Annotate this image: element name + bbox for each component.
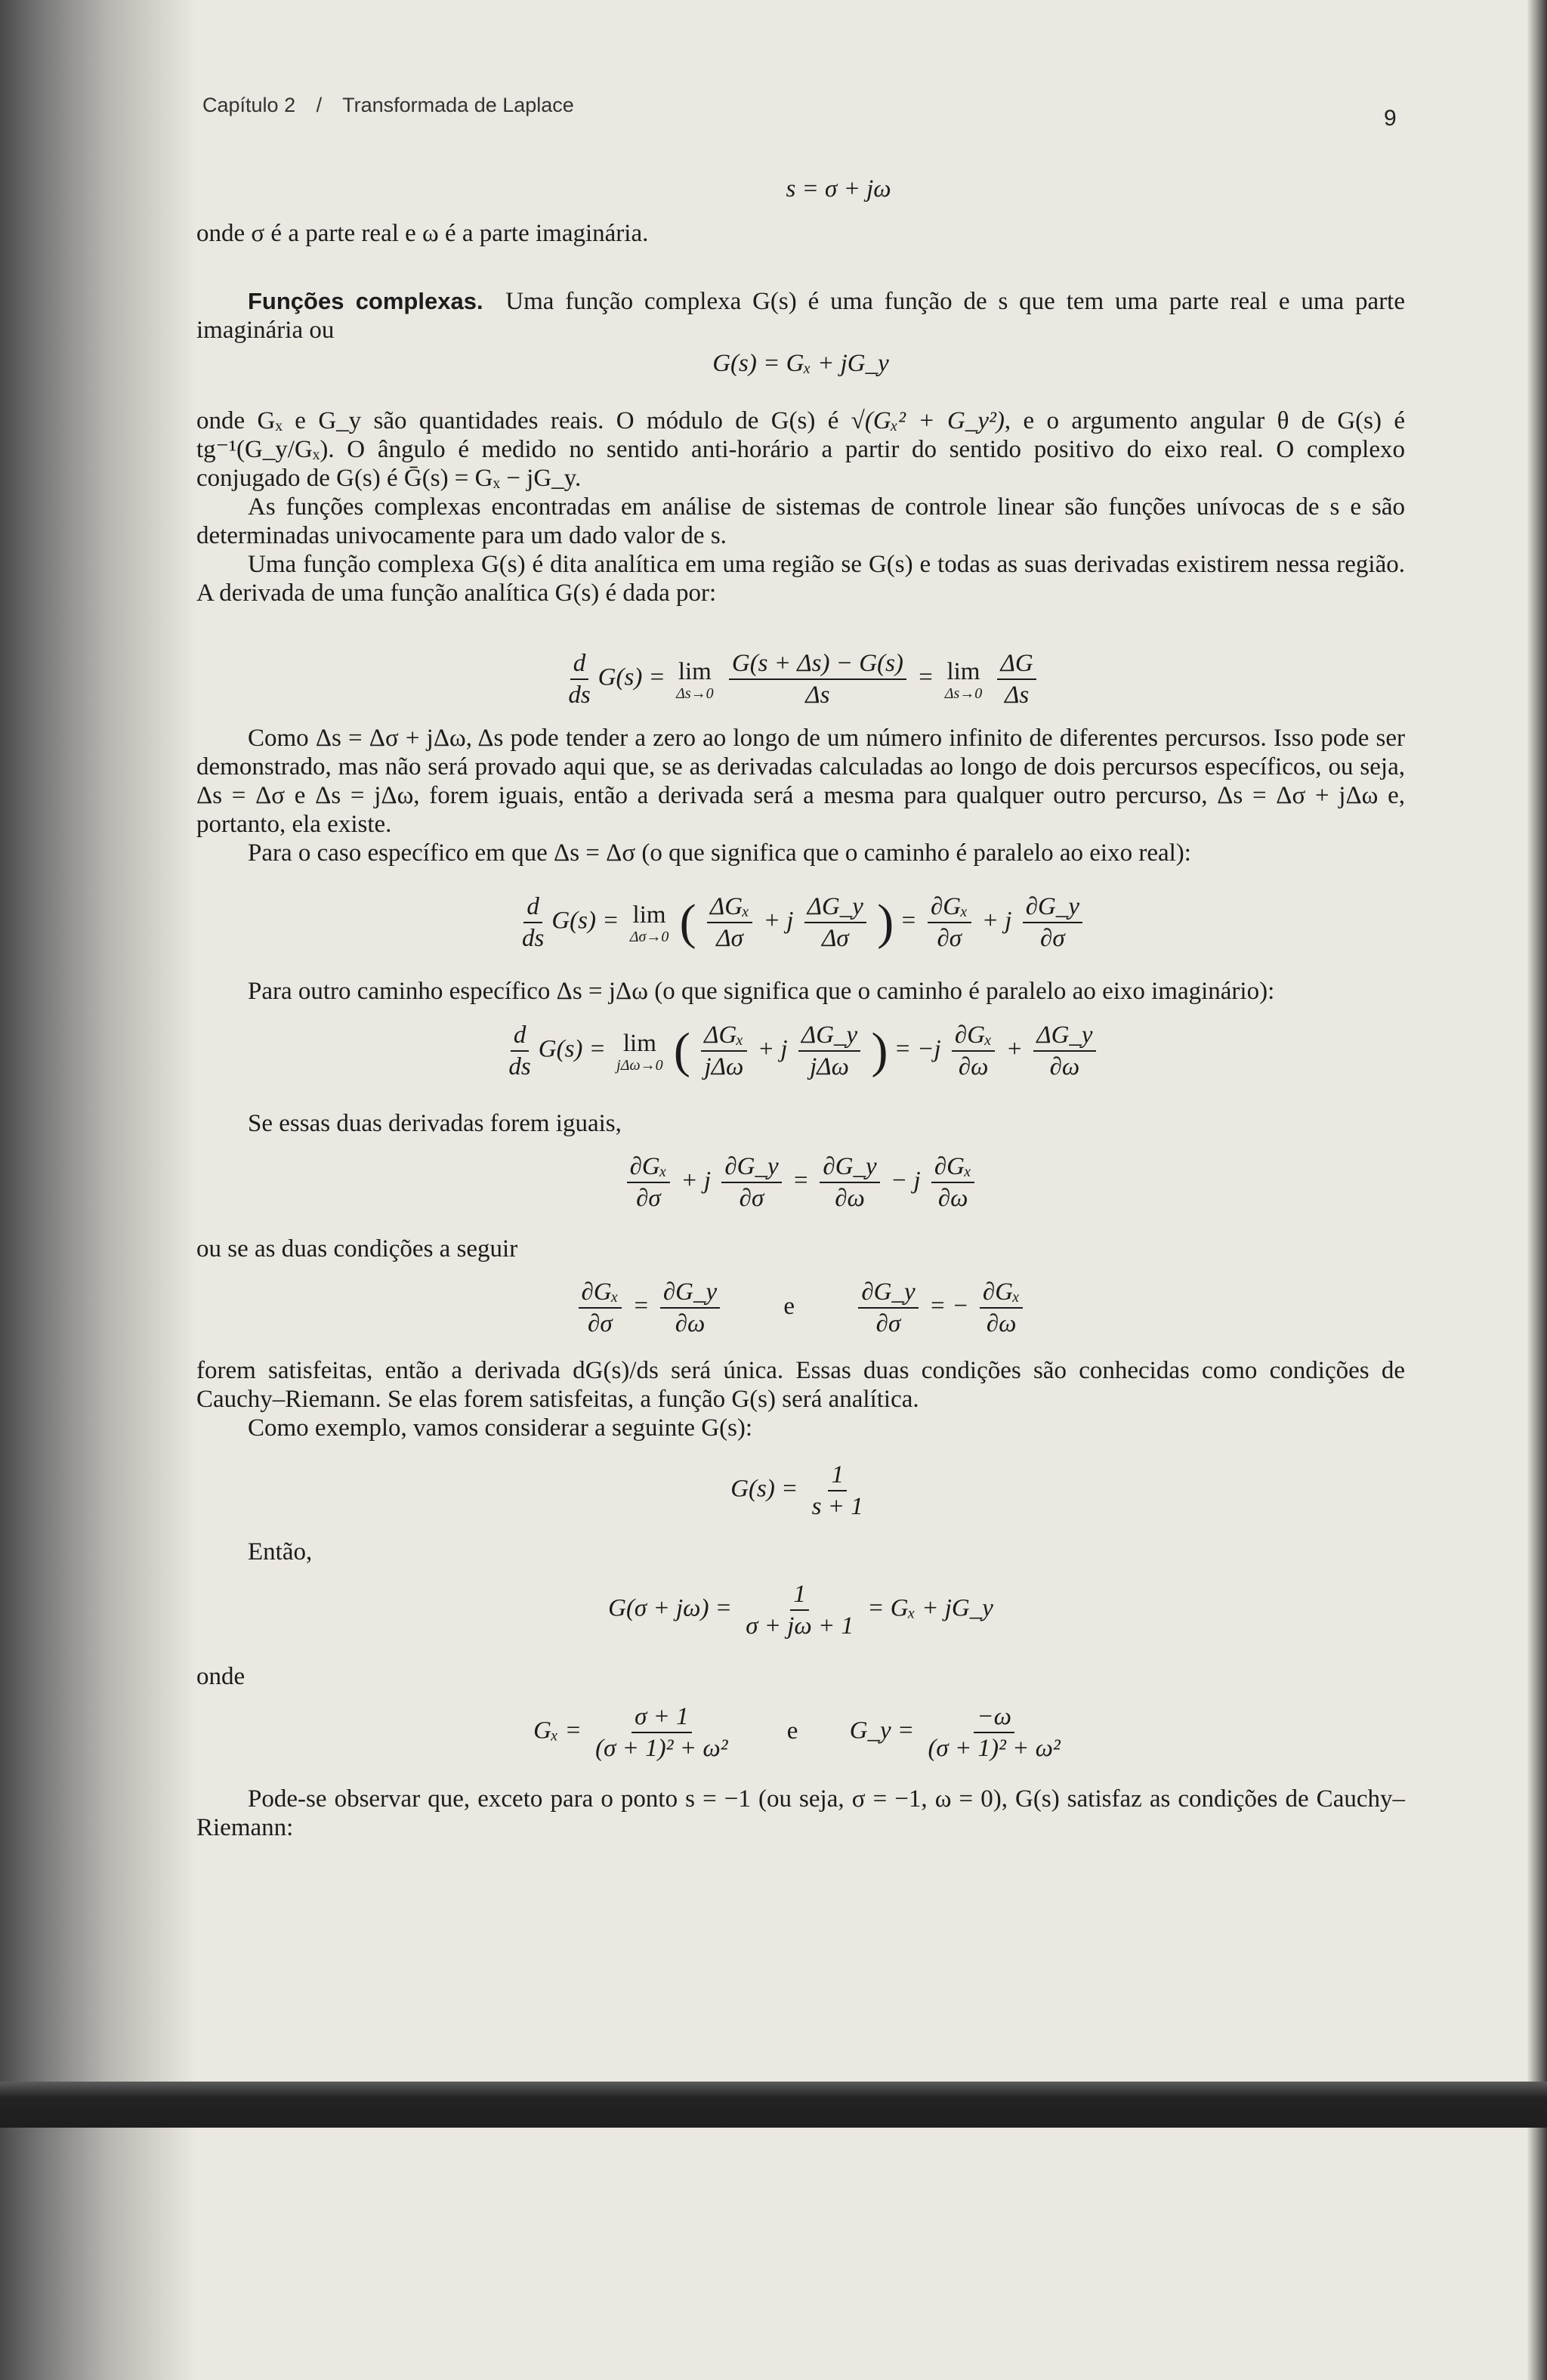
text-entao: Então, <box>248 1538 313 1566</box>
text-outro-caminho: Para outro caminho específico Δs = jΔω (o que significa que o caminho é paralelo ao eixo imaginário): <box>248 978 1275 1005</box>
text-final: Pode-se observar que, exceto para o ponto s = −1 (ou seja, σ = −1, ω = 0), G(s) satisfaz as condições de Cauchy–Riemann: <box>196 1785 1405 1841</box>
paragraph-onde-1 <box>196 219 1405 248</box>
limit-operator: lim Δs→0 <box>676 657 714 702</box>
page-number: 9 <box>1384 106 1397 131</box>
equation-real-axis-derivative: $\frac{d}{ds}$ G(s) = lim Δσ→0 ( $\frac{\text{ΔGₓ}}{\Delta\sigma}$ + j $\frac{\Delta G\_y}{\Delta\sigma}$ ) = $\frac{\text{∂Gₓ}}{\partial\sigma}$ + j $\frac{\partial G\_y}{\partial\sigma}$ <box>196 892 1405 954</box>
text-se-iguais: Se essas duas derivadas forem iguais, <box>248 1110 622 1137</box>
paragraph-como <box>196 724 1405 867</box>
section-title: Transformada de Laplace <box>342 94 574 116</box>
text-satisfeitas: forem satisfeitas, então a derivada dG(s)/ds será única. Essas duas condições são conhecidas como condições de Cauchy–Riemann. Se elas forem satisfeitas, a função G(s) será analítica. <box>196 1357 1405 1413</box>
text-analitica: Uma função complexa G(s) é dita analítica em uma região se G(s) e todas as suas derivadas existirem nessa região. A derivada de uma função analítica G(s) é dada por: <box>196 551 1405 607</box>
equation-G-sigma-jomega: G(σ + jω) = $\frac{1}{\sigma + j\omega + 1}$ = Gₓ + jG_y <box>608 1581 993 1640</box>
text-funcoes-body: Uma função complexa G(s) é uma função de s que tem uma parte real e uma parte imaginária ou <box>196 288 1405 344</box>
text-univocas: As funções complexas encontradas em análise de sistemas de controle linear são funções unívocas de s e são determinadas univocamente para um dado valor de s. <box>196 493 1405 549</box>
paragraph-final <box>196 1785 1405 1842</box>
text-ou-se: ou se as duas condições a seguir <box>196 1235 518 1263</box>
text-modulo-2: , e o argumento angular θ de G(s) é tg⁻¹(G_y/Gₓ). O ângulo é medido no sentido anti-horário a partir do sentido positivo do eixo real. O complexo conjugado de G(s) é Ḡ(s) = Gₓ − jG_y. <box>196 407 1405 492</box>
paragraph-se-iguais <box>196 1109 1405 1138</box>
paragraph-modulo <box>196 406 1405 607</box>
page-right-edge <box>1527 0 1547 2380</box>
paragraph-outro-caminho <box>196 977 1405 1006</box>
text-modulo-1: onde Gₓ e G_y são quantidades reais. O módulo de G(s) é <box>196 407 851 434</box>
paragraph-ou-se <box>196 1235 1405 1263</box>
text-caso-real: Para o caso específico em que Δs = Δσ (o que significa que o caminho é paralelo ao eixo real): <box>248 839 1191 867</box>
heading-funcoes-complexas: Funções complexas. <box>248 288 483 314</box>
equation-example-G: G(s) = $\frac{1}{s + 1}$ <box>730 1461 863 1520</box>
equation-derivative: $\frac{d}{ds}$ G(s) = lim Δs→0 $\frac{G(s + \Delta s) - G(s)}{\Delta s}$ = lim Δs→0 $\frac{\Delta G}{\Delta s}$ <box>196 648 1405 710</box>
scan-bottom-shadow <box>0 2082 1547 2128</box>
book-gutter-shadow <box>0 0 196 2380</box>
header-separator: / <box>316 94 323 116</box>
limit-operator-2: lim Δs→0 <box>944 657 983 702</box>
paragraph-funcoes-complexas <box>196 287 1405 345</box>
equation-imag-axis-derivative: $\frac{d}{ds}$ G(s) = lim jΔω→0 ( $\frac{\text{ΔGₓ}}{\text{jΔω}}$ + j $\frac{\Delta G\_y}{\text{jΔω}}$ ) = −j $\frac{\text{∂Gₓ}}{\partial\omega}$ + $\frac{\Delta G\_y}{\partial\omega}$ <box>196 1020 1405 1082</box>
paragraph-entao <box>196 1538 1405 1566</box>
running-header <box>202 94 574 117</box>
chapter-label: Capítulo 2 <box>202 94 296 116</box>
text-onde-real-imag: onde σ é a parte real e ω é a parte imaginária. <box>196 220 649 247</box>
paragraph-satisfeitas <box>196 1356 1405 1442</box>
equation-Gx-Gy: Gₓ = $\frac{\sigma + 1}{\text{(σ + 1)² + ω²}}$ e G_y = $\frac{-\omega}{\text{(σ + 1)² + ω²}}$ <box>533 1703 1061 1762</box>
frac-deltaG-deltas: $\frac{\Delta G}{\Delta s}$ <box>997 648 1036 710</box>
text-exemplo: Como exemplo, vamos considerar a seguinte G(s): <box>248 1414 753 1442</box>
math-modulo-sqrt: √(Gₓ² + G_y²) <box>851 407 1005 434</box>
text-onde-2: onde <box>196 1663 245 1690</box>
equation-G-complex: G(s) = Gₓ + jG_y <box>712 350 889 377</box>
equation-cauchy-riemann: $\frac{\text{∂Gₓ}}{\partial\sigma}$ = $\frac{\partial G\_y}{\partial\omega}$ e $\frac{\partial G\_y}{\partial\sigma}$ = − $\frac{\text{∂Gₓ}}{\partial\omega}$ <box>196 1277 1405 1339</box>
equation-equal-derivatives: $\frac{\text{∂Gₓ}}{\partial\sigma}$ + j $\frac{\partial G\_y}{\partial\sigma}$ = $\frac{\partial G\_y}{\partial\omega}$ − j $\frac{\text{∂Gₓ}}{\partial\omega}$ <box>196 1151 1405 1213</box>
text-como: Como Δs = Δσ + jΔω, Δs pode tender a zero ao longo de um número infinito de diferentes percursos. Isso pode ser demonstrado, mas não será provado aqui que, se as derivadas calculadas ao longo de dois percursos específicos, ou seja, Δs = Δσ e Δs = jΔω, forem iguais, então a derivada será a mesma para qualquer outro percurso, Δs = Δσ + jΔω e, portanto, ela existe. <box>196 725 1405 838</box>
paragraph-onde-2 <box>196 1662 1405 1691</box>
frac-d-ds: $\frac{d}{ds}$ <box>568 650 591 709</box>
frac-difference-quotient: $\frac{G(s + \Delta s) - G(s)}{\Delta s}$ <box>729 648 906 710</box>
equation-s: s = σ + jω <box>786 175 891 202</box>
